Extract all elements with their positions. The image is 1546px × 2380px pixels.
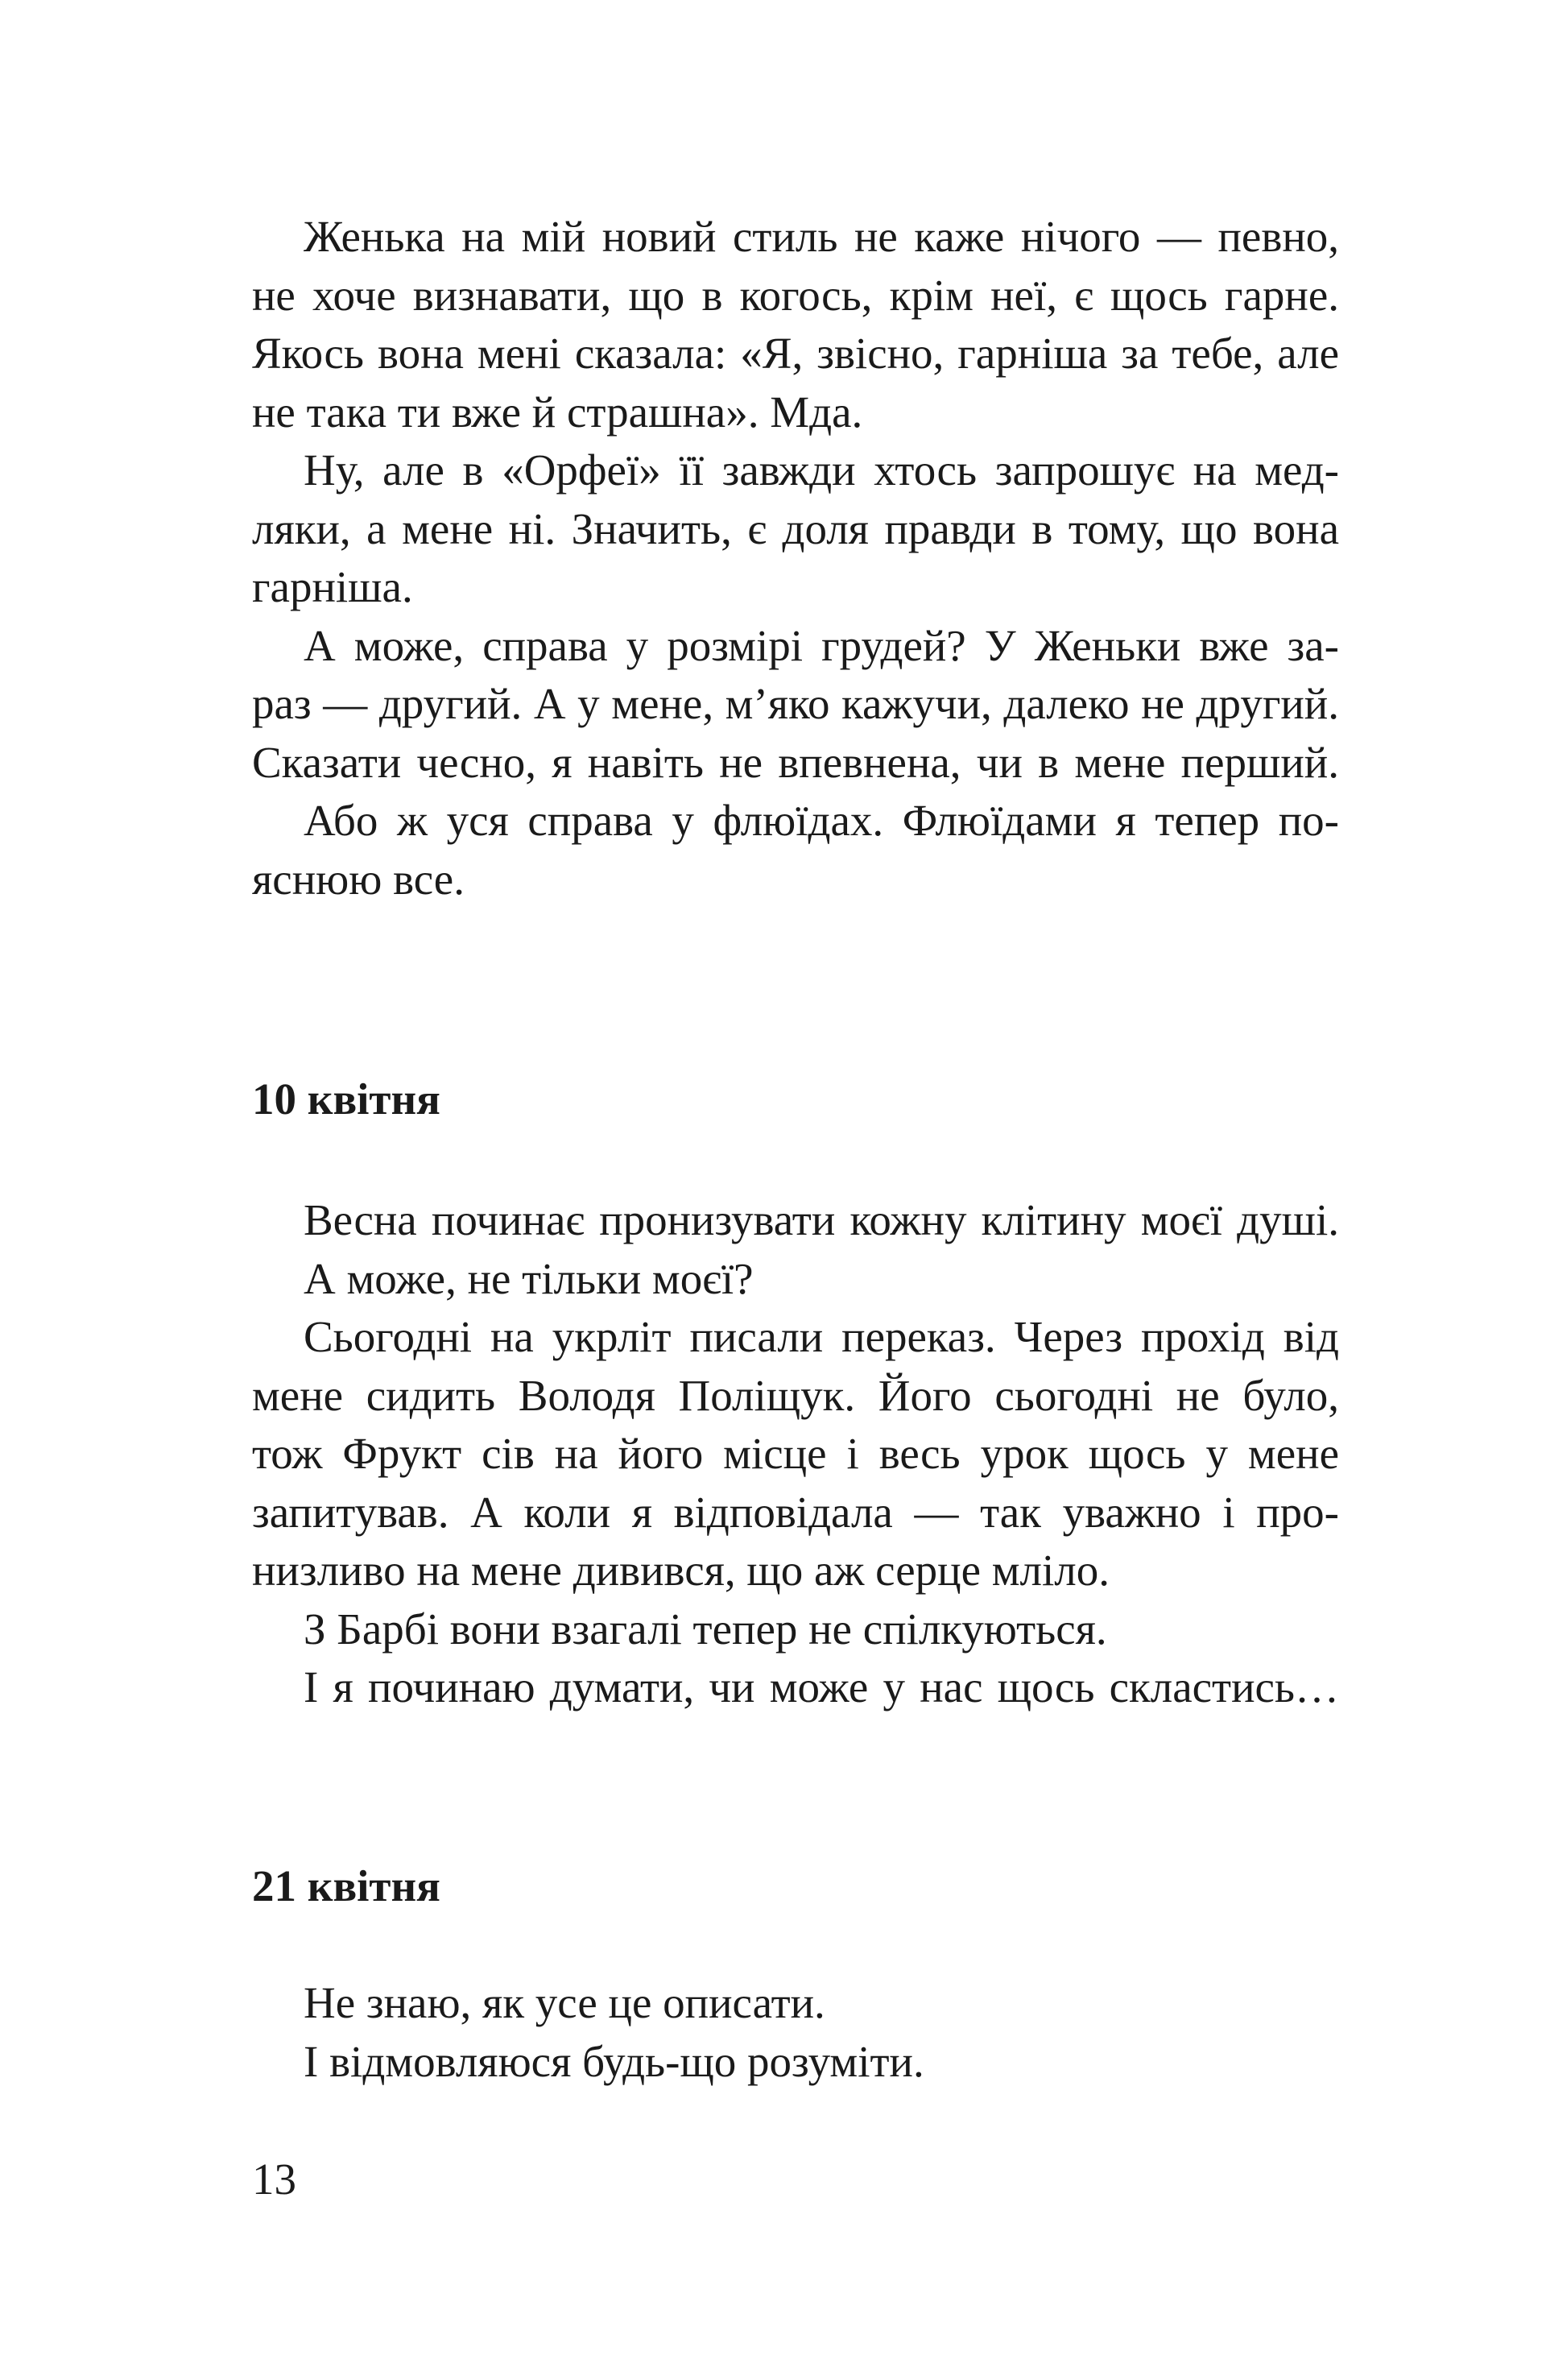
paragraph-block-2: [252, 1191, 1339, 1717]
text-line: З Барбі вони взагалі тепер не спілкуються.: [304, 1604, 1107, 1654]
text-line: яснюю все.: [252, 854, 465, 904]
paragraph-block-1: [252, 208, 1339, 909]
page-number: 13: [252, 2154, 296, 2204]
text-line: А може, справа у розмірі грудей? У Женьки вже за-: [304, 620, 1339, 670]
text-line: низливо на мене дивився, що аж серце мліло.: [252, 1546, 1110, 1595]
text-line: ляки, а мене ні. Значить, є доля правди в тому, що вона: [252, 503, 1339, 553]
paragraph-block-3: [252, 1974, 1339, 2091]
text-line: А може, не тільки моєї?: [304, 1253, 754, 1303]
text-line: Сказати чесно, я навіть не впевнена, чи в мене перший.: [252, 737, 1339, 787]
entry-date-heading: 21 квітня: [252, 1861, 440, 1910]
text-line: Ну, але в «Орфеї» її завжди хтось запрошує на мед-: [304, 445, 1339, 495]
text-line: раз — другий. А у мене, м’яко кажучи, далеко не другий.: [252, 679, 1339, 728]
text-line: мене сидить Володя Поліщук. Його сьогодні не було,: [252, 1370, 1339, 1420]
text-line: Не знаю, як усе це описати.: [304, 1978, 825, 2027]
text-line: І відмовляюся будь-що розуміти.: [304, 2036, 924, 2086]
text-line: тож Фрукт сів на його місце і весь урок щось у мене: [252, 1429, 1339, 1478]
text-line: гарніша.: [252, 562, 413, 611]
text-line: І я починаю думати, чи може у нас щось скластись…: [304, 1662, 1339, 1712]
text-line: Або ж уся справа у флюїдах. Флюїдами я тепер по-: [304, 796, 1339, 845]
text-line: Весна починає пронизувати кожну клітину моєї душі.: [304, 1195, 1339, 1244]
text-line: Сьогодні на укрліт писали переказ. Через прохід від: [304, 1312, 1339, 1361]
text-line: не така ти вже й страшна». Мда.: [252, 387, 863, 437]
text-line: Женька на мій новий стиль не каже нічого — певно,: [304, 212, 1339, 261]
entry-date-heading: 10 квітня: [252, 1074, 440, 1124]
text-line: не хоче визнавати, що в когось, крім неї, є щось гарне.: [252, 270, 1339, 320]
text-line: Якось вона мені сказала: «Я, звісно, гарніша за тебе, але: [252, 329, 1339, 378]
text-line: запитував. А коли я відповідала — так уважно і про-: [252, 1487, 1339, 1537]
